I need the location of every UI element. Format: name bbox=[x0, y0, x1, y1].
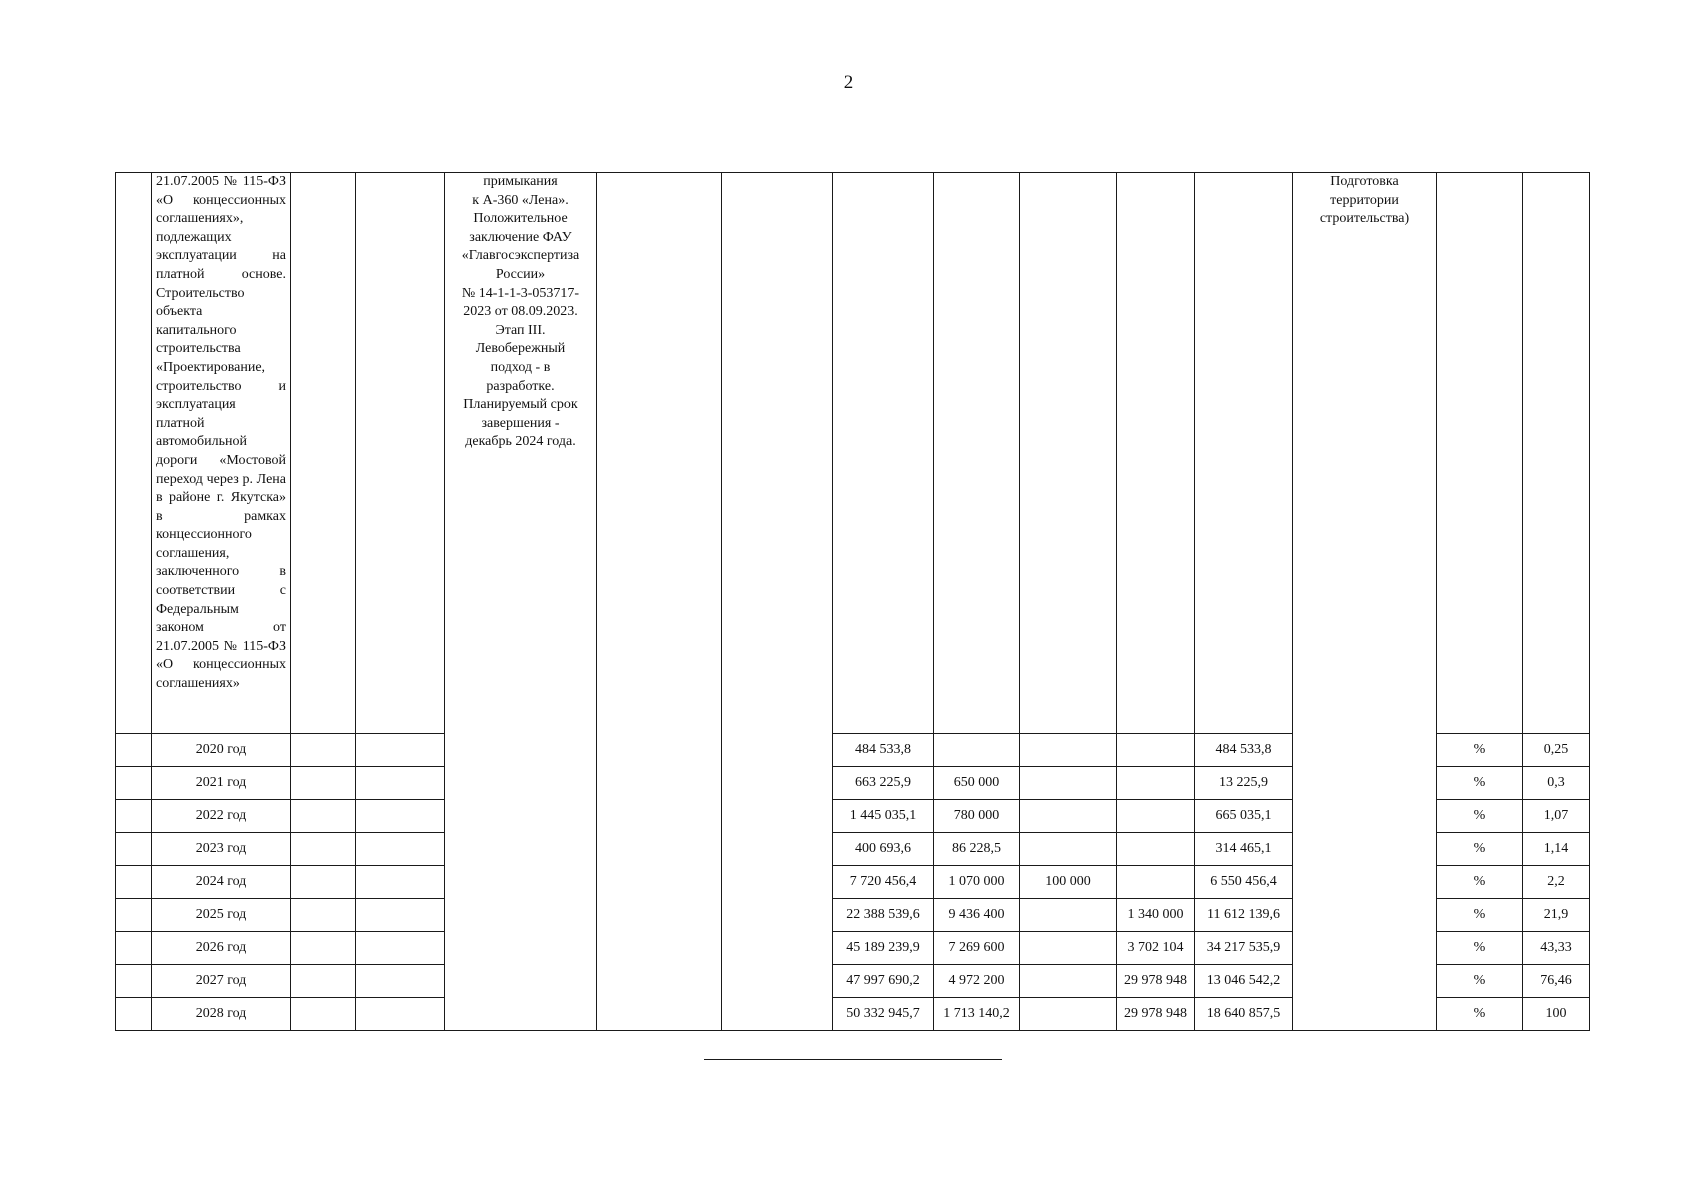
empty-cell bbox=[1020, 173, 1117, 734]
empty-cell bbox=[291, 734, 356, 767]
empty-cell bbox=[1117, 173, 1195, 734]
index-cell bbox=[116, 965, 152, 998]
empty-cell bbox=[1523, 173, 1590, 734]
total-amount-cell: 7 720 456,4 bbox=[833, 866, 934, 899]
federal-amount-cell: 780 000 bbox=[934, 800, 1020, 833]
empty-cell bbox=[934, 173, 1020, 734]
index-cell bbox=[116, 800, 152, 833]
other-amount-cell: 11 612 139,6 bbox=[1195, 899, 1293, 932]
total-amount-cell: 22 388 539,6 bbox=[833, 899, 934, 932]
empty-cell bbox=[291, 866, 356, 899]
index-cell bbox=[116, 899, 152, 932]
percent-cell: 1,07 bbox=[1523, 800, 1590, 833]
empty-cell bbox=[833, 173, 934, 734]
empty-cell bbox=[1195, 173, 1293, 734]
empty-cell bbox=[291, 800, 356, 833]
regional-amount-cell bbox=[1020, 998, 1117, 1031]
index-cell bbox=[116, 833, 152, 866]
total-amount-cell: 1 445 035,1 bbox=[833, 800, 934, 833]
empty-cell bbox=[291, 932, 356, 965]
other-amount-cell: 34 217 535,9 bbox=[1195, 932, 1293, 965]
other-amount-cell: 314 465,1 bbox=[1195, 833, 1293, 866]
other-amount-cell: 665 035,1 bbox=[1195, 800, 1293, 833]
federal-amount-cell: 7 269 600 bbox=[934, 932, 1020, 965]
index-cell bbox=[116, 767, 152, 800]
unit-cell: % bbox=[1437, 965, 1523, 998]
index-cell bbox=[116, 932, 152, 965]
project-description-row bbox=[116, 173, 1590, 734]
other-amount-cell: 13 225,9 bbox=[1195, 767, 1293, 800]
regional-amount-cell bbox=[1020, 734, 1117, 767]
federal-amount-cell: 1 713 140,2 bbox=[934, 998, 1020, 1031]
unit-cell: % bbox=[1437, 734, 1523, 767]
other-amount-cell: 13 046 542,2 bbox=[1195, 965, 1293, 998]
percent-cell: 76,46 bbox=[1523, 965, 1590, 998]
index-cell bbox=[116, 173, 152, 734]
year-cell: 2024 год bbox=[152, 866, 291, 899]
total-amount-cell: 484 533,8 bbox=[833, 734, 934, 767]
total-amount-cell: 400 693,6 bbox=[833, 833, 934, 866]
municipal-amount-cell bbox=[1117, 833, 1195, 866]
index-cell bbox=[116, 734, 152, 767]
federal-amount-cell: 4 972 200 bbox=[934, 965, 1020, 998]
empty-cell bbox=[291, 833, 356, 866]
municipal-amount-cell: 29 978 948 bbox=[1117, 998, 1195, 1031]
empty-cell bbox=[356, 734, 445, 767]
municipal-amount-cell bbox=[1117, 767, 1195, 800]
empty-cell bbox=[291, 899, 356, 932]
empty-cell bbox=[1437, 173, 1523, 734]
year-cell: 2021 год bbox=[152, 767, 291, 800]
empty-cell bbox=[291, 998, 356, 1031]
federal-amount-cell: 9 436 400 bbox=[934, 899, 1020, 932]
empty-cell bbox=[356, 965, 445, 998]
federal-amount-cell bbox=[934, 734, 1020, 767]
empty-cell bbox=[356, 866, 445, 899]
percent-cell: 2,2 bbox=[1523, 866, 1590, 899]
percent-cell: 100 bbox=[1523, 998, 1590, 1031]
total-amount-cell: 663 225,9 bbox=[833, 767, 934, 800]
year-cell: 2023 год bbox=[152, 833, 291, 866]
percent-cell: 43,33 bbox=[1523, 932, 1590, 965]
empty-cell bbox=[356, 767, 445, 800]
unit-cell: % bbox=[1437, 899, 1523, 932]
year-cell: 2026 год bbox=[152, 932, 291, 965]
total-amount-cell: 47 997 690,2 bbox=[833, 965, 934, 998]
regional-amount-cell bbox=[1020, 965, 1117, 998]
unit-cell: % bbox=[1437, 866, 1523, 899]
municipal-amount-cell bbox=[1117, 734, 1195, 767]
empty-cell bbox=[291, 767, 356, 800]
page-number: 2 bbox=[843, 72, 854, 93]
status-cell: примыкания к А-360 «Лена». Положительное заключение ФАУ «Главгосэкспертиза России» № 14-1-1-3-053717- 2023 от 08.09.2023. Этап III. Левобережный подход - в разработке. Планируемый срок завершения - декабрь 2024 года. bbox=[445, 173, 597, 1031]
financing-table bbox=[115, 172, 1590, 1031]
regional-amount-cell bbox=[1020, 932, 1117, 965]
empty-cell bbox=[356, 998, 445, 1031]
percent-cell: 0,25 bbox=[1523, 734, 1590, 767]
total-amount-cell: 50 332 945,7 bbox=[833, 998, 934, 1031]
regional-amount-cell bbox=[1020, 899, 1117, 932]
empty-cell bbox=[356, 800, 445, 833]
other-amount-cell: 484 533,8 bbox=[1195, 734, 1293, 767]
municipal-amount-cell bbox=[1117, 866, 1195, 899]
federal-amount-cell: 86 228,5 bbox=[934, 833, 1020, 866]
stage-cell: Подготовка территории строительства) bbox=[1293, 173, 1437, 1031]
municipal-amount-cell: 29 978 948 bbox=[1117, 965, 1195, 998]
unit-cell: % bbox=[1437, 932, 1523, 965]
municipal-amount-cell bbox=[1117, 800, 1195, 833]
municipal-amount-cell: 1 340 000 bbox=[1117, 899, 1195, 932]
empty-cell bbox=[291, 965, 356, 998]
empty-cell bbox=[722, 173, 833, 1031]
empty-cell bbox=[356, 899, 445, 932]
empty-cell bbox=[597, 173, 722, 1031]
project-description-cell: 21.07.2005 № 115-ФЗ «О концессионных соглашениях», подлежащих эксплуатации на платной основе. Строительство объекта капитального строительства «Проектирование, строительство и эксплуатация платной автомобильной дороги «Мостовой переход через р. Лена в районе г. Якутска» в рамках концессионного соглашения, заключенного в соответствии с Федеральным законом от 21.07.2005 № 115-ФЗ «О концессионных соглашениях» bbox=[152, 173, 291, 734]
regional-amount-cell bbox=[1020, 767, 1117, 800]
percent-cell: 1,14 bbox=[1523, 833, 1590, 866]
footer-separator-line bbox=[704, 1059, 1002, 1060]
year-cell: 2028 год bbox=[152, 998, 291, 1031]
year-cell: 2022 год bbox=[152, 800, 291, 833]
year-cell: 2027 год bbox=[152, 965, 291, 998]
unit-cell: % bbox=[1437, 833, 1523, 866]
index-cell bbox=[116, 866, 152, 899]
index-cell bbox=[116, 998, 152, 1031]
empty-cell bbox=[356, 833, 445, 866]
unit-cell: % bbox=[1437, 767, 1523, 800]
regional-amount-cell bbox=[1020, 833, 1117, 866]
regional-amount-cell bbox=[1020, 800, 1117, 833]
federal-amount-cell: 1 070 000 bbox=[934, 866, 1020, 899]
other-amount-cell: 18 640 857,5 bbox=[1195, 998, 1293, 1031]
federal-amount-cell: 650 000 bbox=[934, 767, 1020, 800]
total-amount-cell: 45 189 239,9 bbox=[833, 932, 934, 965]
year-cell: 2025 год bbox=[152, 899, 291, 932]
empty-cell bbox=[356, 932, 445, 965]
unit-cell: % bbox=[1437, 800, 1523, 833]
unit-cell: % bbox=[1437, 998, 1523, 1031]
regional-amount-cell: 100 000 bbox=[1020, 866, 1117, 899]
empty-cell bbox=[356, 173, 445, 734]
percent-cell: 21,9 bbox=[1523, 899, 1590, 932]
other-amount-cell: 6 550 456,4 bbox=[1195, 866, 1293, 899]
municipal-amount-cell: 3 702 104 bbox=[1117, 932, 1195, 965]
year-cell: 2020 год bbox=[152, 734, 291, 767]
empty-cell bbox=[291, 173, 356, 734]
percent-cell: 0,3 bbox=[1523, 767, 1590, 800]
